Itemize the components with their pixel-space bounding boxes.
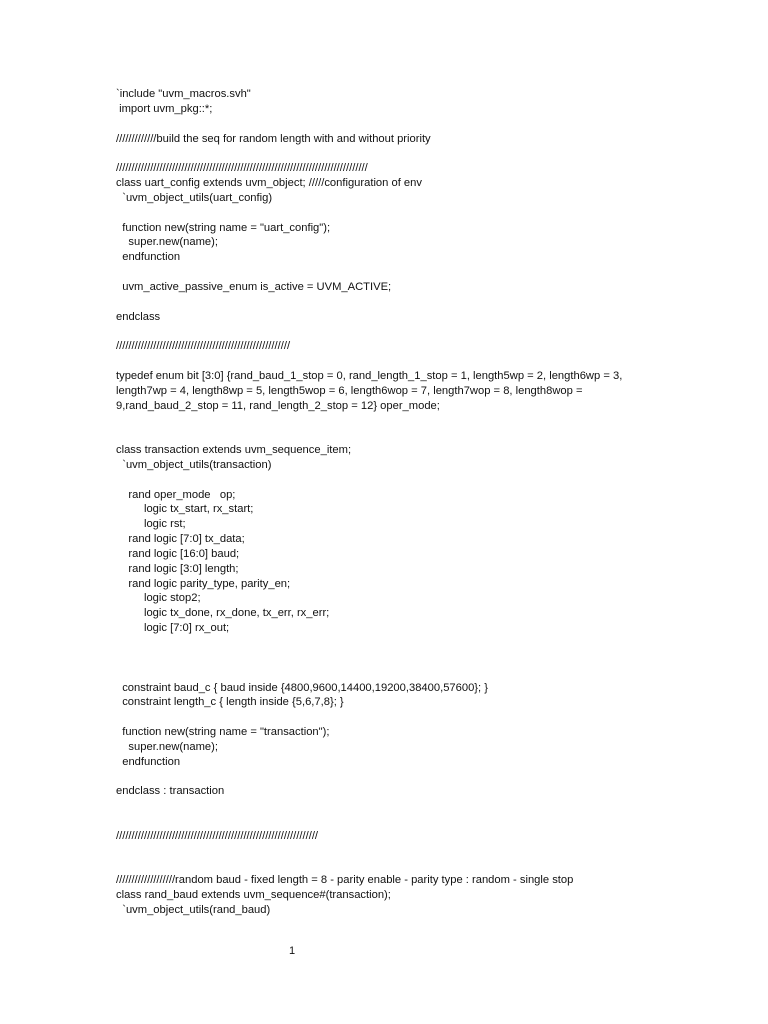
page-number: 1 (289, 945, 296, 957)
code-line: endfunction (116, 755, 181, 768)
code-line: logic [7:0] rx_out; (116, 622, 230, 635)
code-line (116, 325, 736, 340)
code-line: logic rst; (116, 518, 186, 531)
code-line: ///////////////////random baud - fixed length = 8 - parity enable - parity type : random - single stop (116, 874, 574, 887)
code-line: function new(string name = "transaction"); (116, 726, 330, 739)
code-line (116, 636, 736, 651)
code-line: uvm_active_passive_enum is_active = UVM_ACTIVE; (116, 280, 392, 293)
code-line (116, 799, 736, 814)
code-line (116, 206, 736, 221)
code-line: logic tx_done, rx_done, tx_err, rx_err; (116, 607, 330, 620)
code-line (116, 859, 736, 874)
code-line: class transaction extends uvm_sequence_item; (116, 444, 352, 456)
code-line: endclass (116, 310, 161, 323)
code-line: `uvm_object_utils(transaction) (116, 458, 272, 471)
code-line (116, 814, 736, 829)
code-line: class uart_config extends uvm_object; /////configuration of env (116, 177, 422, 190)
code-line: `uvm_object_utils(rand_baud) (116, 904, 271, 917)
code-line: ///////////////////////////////////////////////////////////////////////////////// (116, 162, 368, 175)
code-line: rand oper_mode op; (116, 488, 236, 501)
code-block-transaction (116, 443, 736, 918)
code-line: rand logic [16:0] baud; (116, 547, 240, 560)
code-line: class rand_baud extends uvm_sequence#(transaction); (116, 889, 391, 902)
code-line (116, 265, 736, 280)
code-line: ///////////////////////////////////////////////////////////////// (116, 829, 319, 842)
code-line: constraint length_c { length inside {5,6,7,8}; } (116, 696, 344, 709)
code-line: rand logic [7:0] tx_data; (116, 533, 245, 546)
code-block-header (116, 87, 736, 354)
code-line (116, 473, 736, 488)
code-line: super.new(name); (116, 236, 218, 249)
code-line (116, 295, 736, 310)
code-line: /////////////build the seq for random length with and without priority (116, 132, 431, 145)
code-line: super.new(name); (116, 740, 218, 753)
code-line: endfunction (116, 251, 181, 264)
code-line: logic stop2; (116, 592, 201, 605)
code-line: logic tx_start, rx_start; (116, 503, 254, 516)
typedef-paragraph: typedef enum bit [3:0] {rand_baud_1_stop = 0, rand_length_1_stop = 1, length5wp = 2, length6wp = 3, length7wp = 4, length8wp = 5, length5wop = 6, length6wop = 7, length7wop = 8, length8wop = 9,rand_baud_2_stop = 11, rand_length_2_stop = 12} oper_mode; (116, 370, 623, 412)
code-line (116, 844, 736, 859)
code-line (116, 651, 736, 666)
code-line: `uvm_object_utils(uart_config) (116, 191, 273, 204)
code-line: `include "uvm_macros.svh" (116, 88, 251, 100)
code-line (116, 117, 736, 132)
code-line (116, 146, 736, 161)
code-line: import uvm_pkg::*; (116, 102, 213, 115)
code-line: rand logic [3:0] length; (116, 562, 239, 575)
code-line: rand logic parity_type, parity_en; (116, 577, 291, 590)
code-line: endclass : transaction (116, 785, 225, 798)
code-line (116, 710, 736, 725)
code-line: function new(string name = "uart_config"); (116, 221, 331, 234)
code-line (116, 770, 736, 785)
code-line: //////////////////////////////////////////////////////// (116, 340, 291, 353)
code-line: constraint baud_c { baud inside {4800,9600,14400,19200,38400,57600}; } (116, 681, 489, 694)
code-line (116, 666, 736, 681)
